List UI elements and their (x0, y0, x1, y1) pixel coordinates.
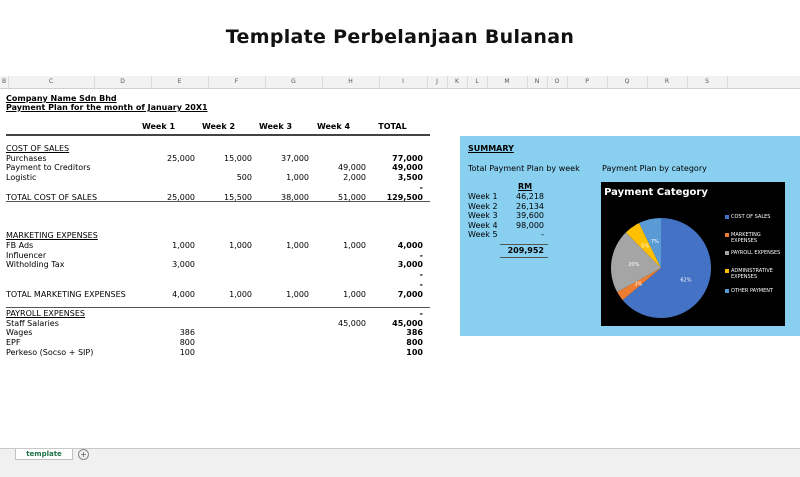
row-value[interactable]: 1,000 (172, 241, 195, 250)
row-value[interactable]: 15,500 (224, 192, 252, 202)
summary-week-label: Week 3 (468, 211, 498, 220)
sheet-tab-bar (0, 448, 800, 477)
summary-week-value: - (541, 230, 544, 239)
row-value[interactable]: 15,000 (224, 153, 252, 163)
payment-category-chart[interactable] (601, 182, 785, 326)
sheet-tab-template[interactable]: template (15, 449, 73, 460)
column-letter[interactable]: M (487, 76, 528, 88)
row-value[interactable]: 45,000 (392, 318, 423, 328)
row-label[interactable]: Logistic (6, 173, 37, 183)
column-letter[interactable]: E (151, 76, 209, 88)
legend-swatch (725, 251, 729, 255)
row-label[interactable]: PAYROLL EXPENSES (6, 308, 85, 318)
pie-slice-label: 62% (680, 277, 692, 284)
row-value[interactable]: 100 (406, 347, 423, 357)
row-value[interactable]: 51,000 (338, 192, 366, 202)
row-value[interactable]: 500 (236, 173, 252, 183)
row-label[interactable]: TOTAL MARKETING EXPENSES (6, 289, 126, 299)
row-value[interactable]: - (419, 270, 423, 280)
week-header[interactable]: Week 2 (201, 122, 236, 131)
row-value[interactable]: 45,000 (338, 318, 366, 328)
summary-week-value: 98,000 (516, 220, 544, 230)
row-value[interactable]: 1,000 (343, 289, 366, 299)
row-value[interactable]: 4,000 (172, 289, 195, 299)
row-value[interactable]: 1,000 (229, 241, 252, 250)
column-letter[interactable]: C (8, 76, 95, 88)
row-label[interactable]: TOTAL COST OF SALES (6, 192, 98, 202)
legend-swatch (725, 289, 729, 293)
row-value[interactable]: 386 (179, 328, 195, 338)
column-letter[interactable]: D (94, 76, 152, 88)
column-header-bar (0, 76, 800, 89)
summary-panel (460, 136, 800, 336)
summary-week-value: 26,134 (516, 201, 544, 211)
row-value[interactable]: 1,000 (343, 241, 366, 250)
legend-swatch (725, 215, 729, 219)
column-letter[interactable]: R (647, 76, 688, 88)
week-header[interactable]: TOTAL (378, 122, 407, 131)
summary-week-value: 39,600 (516, 211, 544, 220)
row-value[interactable]: 38,000 (281, 192, 309, 202)
legend-item (731, 250, 783, 256)
pie-slice-label: 3% (634, 281, 643, 288)
legend-swatch (725, 269, 729, 273)
column-letter[interactable]: N (527, 76, 548, 88)
row-value[interactable]: 3,000 (172, 260, 195, 270)
row-value[interactable]: 129,500 (386, 192, 423, 202)
summary-total: 209,952 (507, 246, 544, 255)
legend-item (731, 268, 783, 280)
column-letter[interactable]: F (208, 76, 266, 88)
row-label[interactable]: EPF (6, 338, 21, 347)
column-letter[interactable]: Q (607, 76, 648, 88)
row-label[interactable]: Witholding Tax (6, 260, 65, 270)
add-sheet-icon[interactable]: + (78, 449, 89, 460)
row-label[interactable]: Perkeso (Socso + SIP) (6, 347, 94, 357)
row-label[interactable]: MARKETING EXPENSES (6, 231, 98, 241)
legend-label: OTHER PAYMENT (731, 288, 774, 294)
week-header[interactable]: Week 1 (141, 122, 176, 131)
summary-rule-bottom (500, 257, 548, 258)
pie-slice-label: 5% (641, 243, 650, 250)
summary-title: SUMMARY (468, 144, 514, 153)
row-label[interactable]: COST OF SALES (6, 144, 70, 153)
week-header[interactable]: Week 3 (258, 122, 293, 131)
row-value[interactable]: 25,000 (167, 153, 195, 163)
row-value[interactable]: 1,000 (286, 173, 309, 183)
marketing-total-rule (6, 307, 430, 308)
row-value[interactable]: 1,000 (286, 241, 309, 250)
summary-week-value: 46,218 (516, 192, 544, 201)
row-value[interactable]: 100 (179, 347, 195, 357)
row-value[interactable]: 386 (406, 328, 423, 338)
row-value[interactable]: 3,000 (397, 260, 423, 270)
row-value[interactable]: 1,000 (286, 289, 309, 299)
row-value[interactable]: - (419, 308, 423, 318)
summary-week-label: Week 1 (468, 192, 498, 201)
summary-week-label: Week 2 (468, 201, 498, 211)
row-value[interactable]: - (419, 182, 423, 192)
row-value[interactable]: 800 (179, 338, 195, 347)
row-label[interactable]: Staff Salaries (6, 318, 59, 328)
row-value[interactable]: 77,000 (392, 153, 423, 163)
legend-item (731, 214, 783, 220)
pie-slice-label: 20% (628, 262, 640, 269)
summary-category-subtitle: Payment Plan by category (602, 164, 707, 173)
summary-rule-top (500, 244, 548, 245)
row-label[interactable]: Influencer (6, 250, 47, 260)
column-letter[interactable]: J (427, 76, 448, 88)
row-value[interactable]: 25,000 (167, 192, 195, 202)
legend-label: PAYROLL EXPENSES (731, 250, 781, 256)
summary-week-subtitle: Total Payment Plan by week (468, 164, 580, 173)
row-label[interactable]: Purchases (6, 153, 47, 163)
row-value[interactable]: 800 (406, 338, 423, 347)
row-label[interactable]: Wages (6, 328, 33, 338)
row-value[interactable]: 37,000 (281, 153, 309, 163)
header-rule (6, 134, 430, 136)
payment-plan-title[interactable]: Payment Plan for the month of January 20X1 (6, 103, 208, 112)
legend-label: COST OF SALES (731, 214, 771, 220)
column-letter[interactable]: K (447, 76, 468, 88)
column-letter[interactable]: H (322, 76, 380, 88)
legend-swatch (725, 233, 729, 237)
column-letter[interactable]: S (687, 76, 728, 88)
company-name[interactable]: Company Name Sdn Bhd (6, 94, 117, 103)
column-letter[interactable]: O (547, 76, 568, 88)
spreadsheet[interactable] (0, 76, 800, 459)
row-value[interactable]: 3,500 (397, 173, 423, 183)
column-letter[interactable]: P (567, 76, 608, 88)
row-value[interactable]: 7,000 (397, 289, 423, 299)
row-value[interactable]: 4,000 (397, 241, 423, 250)
legend-label: MARKETING EXPENSES (731, 232, 761, 244)
row-value[interactable]: 1,000 (229, 289, 252, 299)
legend-item (731, 288, 783, 294)
row-value[interactable]: 49,000 (392, 163, 423, 173)
row-value[interactable]: 49,000 (338, 163, 366, 173)
legend-item (731, 232, 783, 244)
page-title: Template Perbelanjaan Bulanan (225, 26, 575, 48)
summary-week-label: Week 5 (468, 230, 498, 239)
row-value[interactable]: - (419, 250, 423, 260)
week-header[interactable]: Week 4 (316, 122, 351, 131)
row-value[interactable]: 2,000 (343, 173, 366, 183)
rm-label: RM (518, 182, 533, 191)
row-label[interactable]: Payment to Creditors (6, 163, 91, 173)
column-letter[interactable]: B (0, 76, 9, 88)
legend-label: ADMINISTRATIVE EXPENSES (731, 268, 773, 280)
column-letter[interactable]: L (467, 76, 488, 88)
pie-slice-label: 7% (650, 239, 659, 246)
column-letter[interactable]: I (379, 76, 428, 88)
chart-title: Payment Category (604, 187, 708, 198)
column-letter[interactable]: G (265, 76, 323, 88)
cost-sales-total-rule (6, 201, 430, 202)
summary-week-label: Week 4 (468, 220, 498, 230)
row-value[interactable]: - (419, 279, 423, 289)
row-label[interactable]: FB Ads (6, 241, 34, 250)
